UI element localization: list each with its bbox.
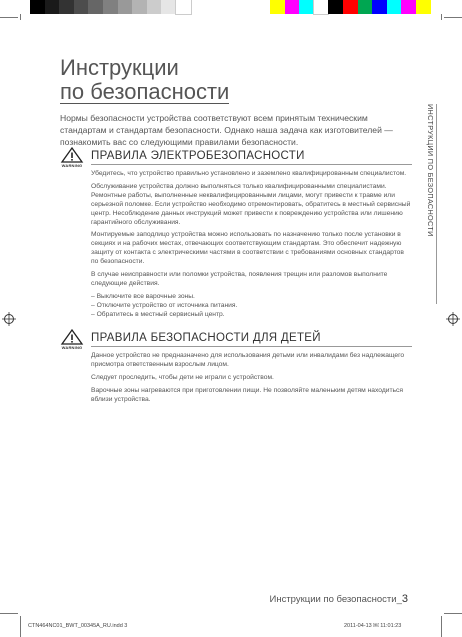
swatch bbox=[103, 0, 118, 14]
crop-mark-bottom-left-v bbox=[20, 616, 21, 637]
swatch bbox=[285, 0, 300, 14]
page-title-line1: Инструкции bbox=[60, 55, 179, 80]
section-title-electrical: ПРАВИЛА ЭЛЕКТРОБЕЗОПАСНОСТИ bbox=[91, 150, 305, 162]
paragraph: Монтируемые заподлицо устройства можно использовать по назначению только после установки в секциях и на рабочих местах, отвечающих соответствующим стандартам. Это обеспечит надежную защиту от контакта с электрическими частями в соответствии с требованиями основных стандартов по безопасности. bbox=[91, 231, 404, 266]
section-title-children: ПРАВИЛА БЕЗОПАСНОСТИ ДЛЯ ДЕТЕЙ bbox=[91, 332, 321, 344]
section-divider bbox=[91, 346, 412, 347]
warning-icon bbox=[60, 329, 84, 350]
swatch bbox=[30, 0, 45, 14]
print-color-bar bbox=[0, 0, 462, 14]
swatch bbox=[45, 0, 60, 14]
section-body-children bbox=[91, 352, 412, 409]
section-body-electrical bbox=[91, 170, 412, 320]
swatch bbox=[416, 0, 431, 14]
swatch bbox=[401, 0, 416, 14]
section-header-electrical bbox=[60, 147, 412, 169]
warning-icon bbox=[60, 147, 84, 168]
swatch bbox=[387, 0, 402, 14]
section-header-children bbox=[60, 329, 412, 351]
crop-mark-top-right-v bbox=[441, 14, 442, 20]
swatch bbox=[118, 0, 133, 14]
section-divider bbox=[91, 164, 412, 165]
intro-paragraph: Нормы безопасности устройства соответствуют всем принятым техническим стандартам и стандартам безопасности. Однако наша задача как изготовителей — познакомить вас со следующими правилами безопасности. bbox=[60, 113, 393, 147]
slug-filename: CTN464NC01_BWT_00345A_RU.indd 3 bbox=[28, 623, 128, 629]
swatch bbox=[74, 0, 89, 14]
swatch bbox=[372, 0, 387, 14]
crop-mark-bottom-left bbox=[0, 613, 18, 614]
list-item: – Отключите устройство от источника питания. bbox=[91, 301, 238, 309]
paragraph: Данное устройство не предназначено для использования детьми или инвалидами без надлежащего присмотра ответственным взрослым лицом. bbox=[91, 352, 405, 368]
page-title-line2: по безопасности bbox=[60, 79, 230, 104]
page-title bbox=[60, 56, 229, 104]
list-item: – Выключите все варочные зоны. bbox=[91, 292, 195, 300]
footer-label: Инструкции по безопасности_ bbox=[269, 594, 402, 605]
swatch bbox=[299, 0, 314, 14]
swatch bbox=[88, 0, 103, 14]
swatch bbox=[343, 0, 358, 14]
paragraph: В случае неисправности или поломки устройства, появления трещин или разломов выполните следующие действия. bbox=[91, 271, 388, 287]
registration-mark-right bbox=[446, 312, 460, 326]
swatch bbox=[147, 0, 162, 14]
swatch bbox=[132, 0, 147, 14]
registration-mark-left bbox=[2, 312, 16, 326]
crop-mark-top-right bbox=[444, 17, 462, 18]
side-tab-label: ИНСТРУКЦИИ ПО БЕЗОПАСНОСТИ bbox=[426, 104, 435, 237]
page-footer bbox=[270, 593, 409, 605]
paragraph: Следует проследить, чтобы дети не играли с устройством. bbox=[91, 373, 274, 381]
slug-datetime: 2011-04-13 ￼ 11:01:23 bbox=[344, 623, 402, 629]
side-tab-rule bbox=[436, 104, 437, 304]
paragraph: Убедитесь, что устройство правильно установлено и заземлено квалифицированным специалистом. bbox=[91, 170, 407, 177]
crop-mark-top-left-v bbox=[20, 14, 21, 20]
crop-mark-bottom-right bbox=[444, 613, 462, 614]
paragraph: Обслуживание устройства должно выполняться только квалифицированными специалистами. Ремонтные работы, выполненные неквалифицированными лицами, могут привести к травме или серьезной поломке. Если устройство необходимо отремонтировать, обратитесь в местный сервисный центр. Несоблюдение данных инструкций может привести к повреждению устройства или лишению гарантийного обслуживания. bbox=[91, 182, 411, 226]
page-number: 3 bbox=[401, 593, 408, 605]
swatch bbox=[314, 0, 329, 14]
crop-mark-bottom-right-v bbox=[441, 616, 442, 637]
warning-label: WARNING bbox=[61, 163, 83, 168]
list-item: – Обратитесь в местный сервисный центр. bbox=[91, 310, 225, 318]
swatch bbox=[59, 0, 74, 14]
swatch bbox=[358, 0, 373, 14]
swatch bbox=[328, 0, 343, 14]
side-tab bbox=[421, 104, 435, 304]
warning-label: WARNING bbox=[61, 345, 83, 350]
swatch bbox=[270, 0, 285, 14]
crop-mark-top-left bbox=[0, 17, 18, 18]
paragraph: Варочные зоны нагреваются при приготовлении пищи. Не позволяйте маленьким детям находиться вблизи устройства. bbox=[91, 386, 403, 403]
swatch bbox=[161, 0, 176, 14]
swatch bbox=[176, 0, 191, 14]
